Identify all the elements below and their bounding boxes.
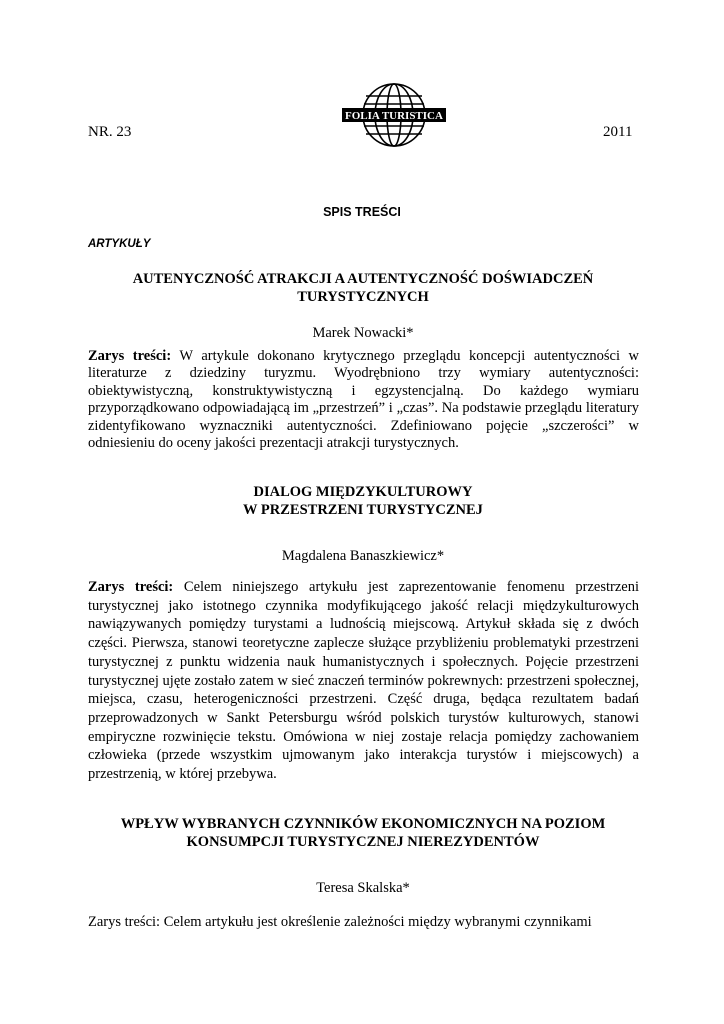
article-2-author: Magdalena Banaszkiewicz*	[281, 548, 445, 564]
folia-turistica-logo	[340, 82, 448, 148]
issue-number: NR. 23	[88, 124, 132, 140]
issue-year: 2011	[603, 124, 633, 140]
article-3-author: Teresa Skalska*	[316, 880, 410, 896]
article-1-title: AUTENYCZNOŚĆ ATRAKCJI A AUTENTYCZNOŚĆ DOŚWIADCZEŃ TURYSTYCZNYCH	[132, 271, 594, 305]
article-3-abstract	[88, 914, 639, 931]
article-2-title: DIALOG MIĘDZYKULTUROWY W PRZESTRZENI TURYSTYCZNEJ	[243, 484, 483, 518]
abstract-text: Celem niniejszego artykułu jest zaprezentowanie fenomenu przestrzeni turystycznej jako istotnego czynnika modyfikującego jakość relacji międzykulturowych nawiązywanych pomiędzy turystami a ludnością miejscową. Artykuł składa się z dwóch części. Pierwsza, stanowi teoretyczne zaplecze służące przybliżeniu problematyki przestrzeni turystycznej z punktu widzenia nauk humanistycznych i społecznych. Pojęcie przestrzeni turystycznej ujęte zostało zatem w sieć znaczeń terminów pokrewnych: przestrzeni społecznej, miejsca, czasu, heterogeniczności przestrzeni. Część druga, będąca rezultatem badań przeprowadzonych w Sankt Petersburgu wśród polskich turystów kulturowych, stanowi empiryczne rozwinięcie tekstu. Omówiona w niej zostaje relacja pomiędzy zachowaniem człowieka (przede wszystkim ujmowanym jako interakcja turystów i miejscowych) a przestrzenią, w której przebywa.	[88, 579, 640, 783]
article-1-author: Marek Nowacki*	[312, 325, 414, 341]
article-3-title: WPŁYW WYBRANYCH CZYNNIKÓW EKONOMICZNYCH NA POZIOM KONSUMPCJI TURYSTYCZNEJ NIEREZYDENTÓW	[120, 816, 606, 850]
abstract-label: Zarys treści:	[88, 579, 174, 595]
abstract-text: W artykule dokonano krytycznego przeglądu koncepcji autentyczności w literaturze z dziedziny turyzmu. Wyodrębniono trzy wymiary autentyczności: obiektywistyczną, konstruktywistyczną i egzystencjalną. Do każdego wymiaru przyporządkowano odpowiadającą im „przestrzeń” i „czas”. Na podstawie przeglądu literatury zidentyfikowano wyznaczniki autentyczności. Zdefiniowano pojęcie „szczerości” w odniesieniu do oceny jakości prezentacji atrakcji turystycznych.	[88, 348, 639, 452]
article-2-abstract	[88, 578, 639, 784]
section-label: ARTYKUŁY	[88, 238, 151, 250]
article-1-abstract	[88, 348, 639, 452]
abstract-text: Celem artykułu jest określenie zależności między wybranymi czynnikami	[163, 914, 592, 930]
abstract-label: Zarys treści:	[88, 914, 161, 930]
toc-heading: SPIS TREŚCI	[323, 205, 401, 219]
abstract-label: Zarys treści:	[88, 348, 172, 364]
logo-text: FOLIA TURISTICA	[345, 110, 443, 122]
